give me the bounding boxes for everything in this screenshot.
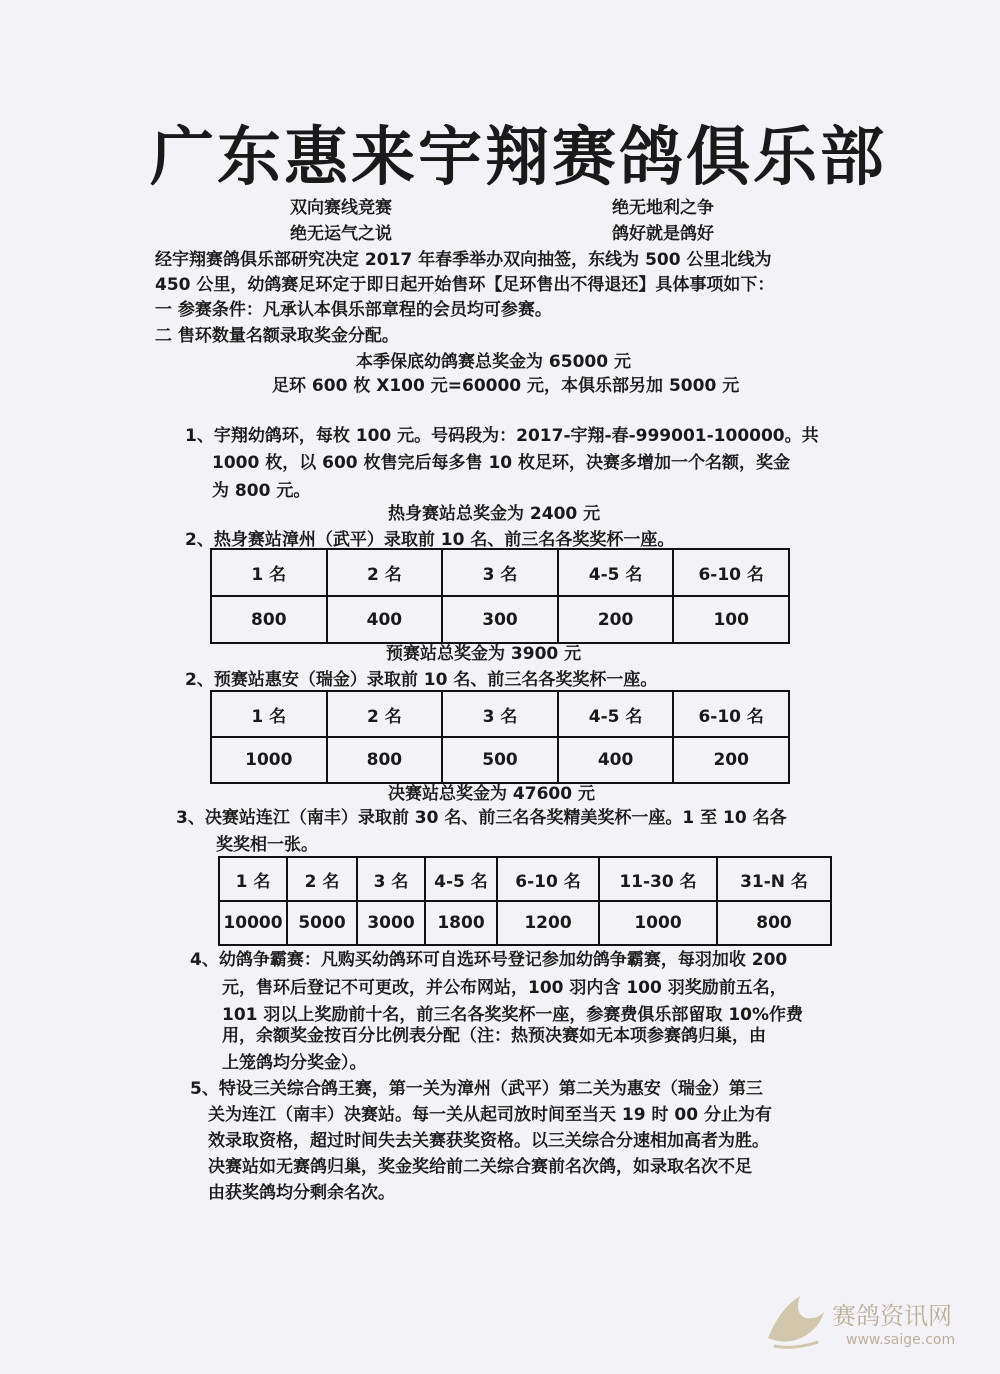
season-total-prize: 本季保底幼鸽赛总奖金为 65000 元	[356, 352, 631, 372]
rank-cell: 11-30 名	[599, 857, 717, 901]
final-total-prize: 决赛站总奖金为 47600 元	[388, 784, 595, 804]
prelim-heading: 2、预赛站惠安（瑞金）录取前 10 名、前三名各奖奖杯一座。	[185, 670, 658, 690]
rank-cell: 3 名	[442, 549, 558, 596]
prize-cell: 1800	[425, 901, 497, 945]
prize-row	[211, 737, 789, 783]
section-5-line-3: 效录取资格，超过时间失去关赛获奖资格。以三关综合分速相加高者为胜。	[208, 1131, 769, 1151]
prize-cell: 3000	[357, 901, 425, 945]
section-1-line-1: 1、宇翔幼鸽环，每枚 100 元。号码段为：2017-宇翔-春-999001-100000。共	[185, 426, 819, 446]
section-4-line-4: 用，余额奖金按百分比例表分配（注：热预决赛如无本项参赛鸽归巢，由	[222, 1026, 766, 1046]
rank-cell: 6-10 名	[673, 691, 789, 737]
rank-cell: 3 名	[442, 691, 558, 737]
prize-row	[211, 596, 789, 643]
rank-cell: 3 名	[357, 857, 425, 901]
site-watermark	[760, 1288, 980, 1358]
prelim-total-prize: 预赛站总奖金为 3900 元	[386, 644, 582, 664]
rank-cell: 1 名	[211, 691, 327, 737]
warmup-total-prize: 热身赛站总奖金为 2400 元	[388, 504, 601, 524]
rank-cell: 4-5 名	[425, 857, 497, 901]
final-heading-2: 奖奖相一张。	[216, 835, 318, 855]
section-5-line-1: 5、特设三关综合鸽王赛，第一关为漳州（武平）第二关为惠安（瑞金）第三	[190, 1079, 763, 1099]
rank-row	[219, 857, 831, 901]
rank-cell: 6-10 名	[497, 857, 599, 901]
rank-cell: 2 名	[327, 549, 443, 596]
prize-cell: 5000	[287, 901, 357, 945]
ring-calculation: 足环 600 枚 X100 元=60000 元，本俱乐部另加 5000 元	[272, 376, 740, 396]
club-title: 广东惠来宇翔赛鸽俱乐部	[150, 121, 887, 195]
slogan-left-2: 绝无运气之说	[290, 224, 392, 244]
rank-cell: 2 名	[287, 857, 357, 901]
section-4-line-3: 101 羽以上奖励前十名，前三名各奖奖杯一座，参赛费俱乐部留取 10%作费	[222, 1005, 804, 1025]
prize-cell: 10000	[219, 901, 287, 945]
prize-cell: 800	[327, 737, 443, 783]
section-5-line-5: 由获奖鸽均分剩余名次。	[208, 1183, 395, 1203]
slogan-right-1: 绝无地利之争	[612, 198, 714, 218]
prize-cell: 100	[673, 596, 789, 643]
section-4-line-1: 4、幼鸽争霸赛：凡购买幼鸽环可自选环号登记参加幼鸽争霸赛，每羽加收 200	[190, 950, 788, 970]
section-5-line-2: 关为连江（南丰）决赛站。每一关从起司放时间至当天 19 时 00 分止为有	[208, 1105, 772, 1125]
slogan-right-2: 鸽好就是鸽好	[612, 224, 714, 244]
section-5-line-4: 决赛站如无赛鸽归巢，奖金奖给前二关综合赛前名次鸽，如录取名次不足	[208, 1157, 752, 1177]
rank-row	[211, 549, 789, 596]
final-prize-table	[218, 856, 832, 946]
prize-cell: 800	[717, 901, 831, 945]
prize-cell: 500	[442, 737, 558, 783]
rank-row	[211, 691, 789, 737]
warmup-prize-table	[210, 548, 790, 644]
prize-cell: 1200	[497, 901, 599, 945]
prize-cell: 200	[558, 596, 674, 643]
intro-line-2: 450 公里，幼鸽赛足环定于即日起开始售环【足环售出不得退还】具体事项如下：	[155, 275, 775, 295]
rank-cell: 31-N 名	[717, 857, 831, 901]
rank-cell: 4-5 名	[558, 691, 674, 737]
slogan-left-1: 双向赛线竞赛	[290, 198, 392, 218]
prize-cell: 1000	[599, 901, 717, 945]
section-1-line-2: 1000 枚，以 600 枚售完后每多售 10 枚足环，决赛多增加一个名额，奖金	[212, 453, 791, 473]
rank-cell: 1 名	[219, 857, 287, 901]
rank-cell: 2 名	[327, 691, 443, 737]
pigeon-logo-icon	[760, 1288, 830, 1352]
prize-cell: 200	[673, 737, 789, 783]
section-4-line-2: 元，售环后登记不可更改，并公布网站，100 羽内含 100 羽奖励前五名，	[222, 978, 787, 998]
section-4-line-5: 上笼鸽均分奖金）。	[222, 1053, 367, 1073]
prize-cell: 300	[442, 596, 558, 643]
warmup-heading: 2、热身赛站漳州（武平）录取前 10 名、前三名各奖奖杯一座。	[185, 530, 675, 550]
prize-cell: 400	[327, 596, 443, 643]
prelim-prize-table	[210, 690, 790, 784]
prize-cell: 1000	[211, 737, 327, 783]
watermark-url: www.saige.com	[846, 1332, 956, 1348]
prize-row	[219, 901, 831, 945]
rank-cell: 1 名	[211, 549, 327, 596]
prize-cell: 800	[211, 596, 327, 643]
rank-cell: 6-10 名	[673, 549, 789, 596]
watermark-name: 赛鸽资讯网	[832, 1302, 952, 1330]
intro-item-1: 一 参赛条件：凡承认本俱乐部章程的会员均可参赛。	[155, 300, 552, 320]
rank-cell: 4-5 名	[558, 549, 674, 596]
intro-line-1: 经宇翔赛鸽俱乐部研究决定 2017 年春季举办双向抽签，东线为 500 公里北线为	[155, 250, 772, 270]
final-heading-1: 3、决赛站连江（南丰）录取前 30 名、前三名各奖精美奖杯一座。1 至 10 名各	[176, 808, 787, 828]
prize-cell: 400	[558, 737, 674, 783]
section-1-line-3: 为 800 元。	[212, 481, 311, 501]
intro-item-2: 二 售环数量名额录取奖金分配。	[155, 326, 399, 346]
